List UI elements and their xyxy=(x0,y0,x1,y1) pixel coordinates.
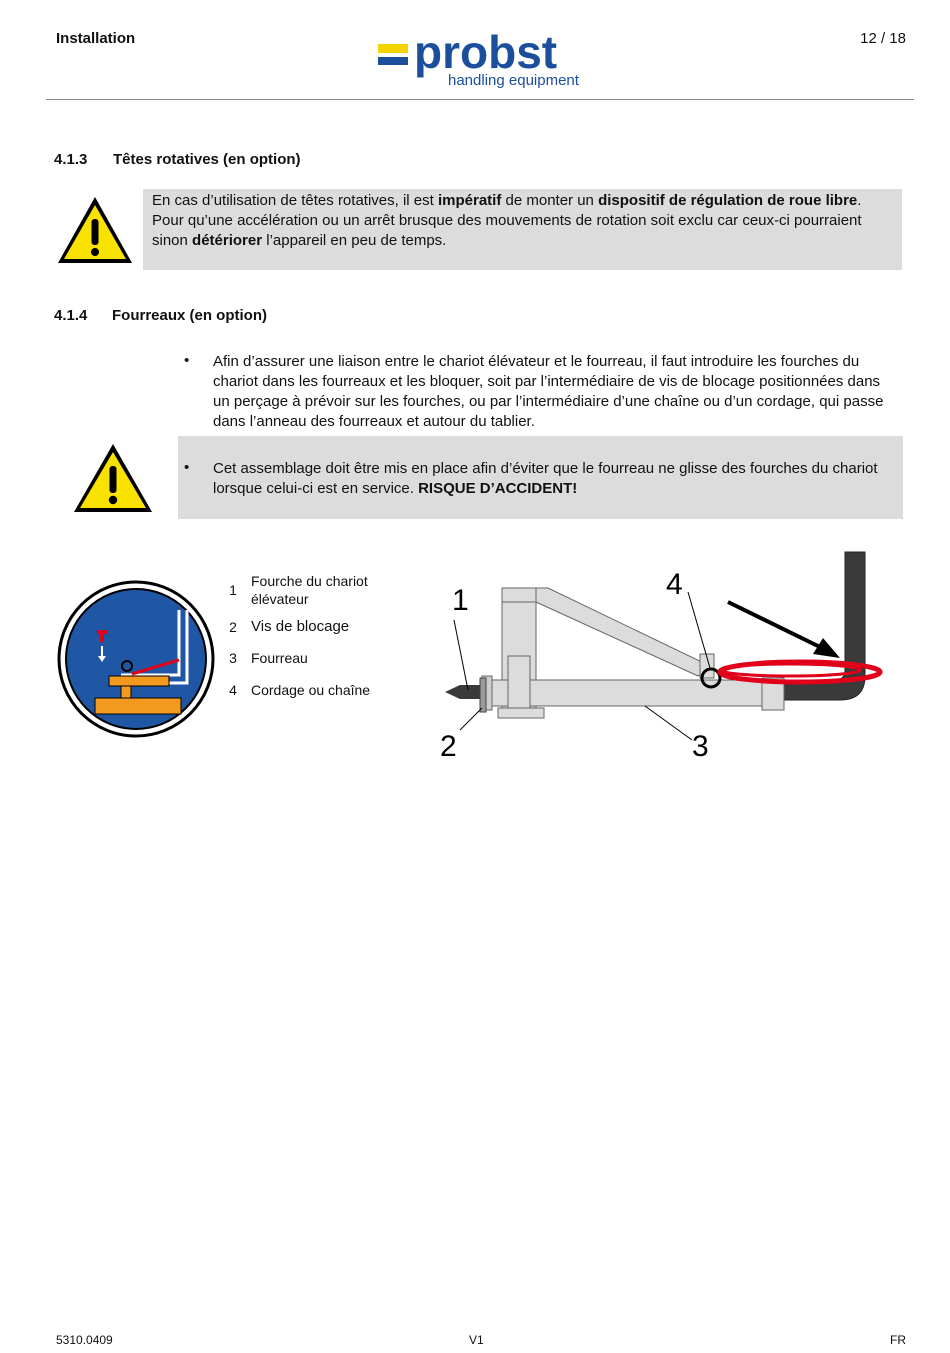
logo-wordmark: probst xyxy=(414,26,558,78)
logo-tagline: handling equipment xyxy=(448,72,579,89)
bullet-text-2: Cet assemblage doit être mis en place afin d’éviter que le fourreau ne glisse des fourches du chariot lorsque celui-ci est en service. RISQUE D’ACCIDENT! xyxy=(213,460,878,497)
bullet-marker: • xyxy=(184,459,190,476)
warning-triangle-icon xyxy=(55,194,135,266)
section-title-414: Fourreaux (en option) xyxy=(112,307,267,324)
probst-logo xyxy=(378,26,593,94)
legend-number: 4 xyxy=(229,682,237,698)
callout-3: 3 xyxy=(692,730,709,763)
warning-triangle-icon xyxy=(71,441,155,515)
fork-sleeve-pictogram-icon xyxy=(57,580,215,738)
footer-language: FR xyxy=(890,1333,906,1347)
warning-box-413 xyxy=(143,189,902,270)
section-title-413: Têtes rotatives (en option) xyxy=(113,151,301,168)
legend-label: Cordage ou chaîne xyxy=(251,682,371,698)
warning-box-414 xyxy=(178,436,903,519)
footer-doc-number: 5310.0409 xyxy=(56,1333,113,1347)
logo-bars-icon xyxy=(378,44,408,65)
fork-sleeve-diagram xyxy=(430,548,890,768)
legend-label: Fourreau xyxy=(251,650,308,666)
section-number-414: 4.1.4 xyxy=(54,307,88,324)
legend-number: 3 xyxy=(229,650,237,666)
locking-screw xyxy=(480,678,486,712)
legend-number: 1 xyxy=(229,582,237,598)
header-divider xyxy=(46,99,914,100)
warning-text-413: En cas d’utilisation de têtes rotatives, il est impératif de monter un dispositif de régulation de roue libre. Pour qu’une accélération ou un arrêt brusque des mouvements de rotation soit exclu car ceux-ci pourraient sinon détériorer l’appareil en peu de temps. xyxy=(152,192,862,249)
footer-version: V1 xyxy=(469,1333,484,1347)
legend-label: Fourche du chariot élévateur xyxy=(251,573,368,607)
callout-2: 2 xyxy=(440,730,457,763)
bullet-marker: • xyxy=(184,352,190,369)
callout-1: 1 xyxy=(452,584,469,617)
fork-tip xyxy=(445,685,482,699)
callout-4: 4 xyxy=(666,568,683,601)
legend-number: 2 xyxy=(229,619,237,635)
frame-brace xyxy=(536,588,710,676)
direction-arrow xyxy=(728,602,822,648)
section-number-413: 4.1.3 xyxy=(54,151,88,168)
bullet-text-1: Afin d’assurer une liaison entre le chariot élévateur et le fourreau, il faut introduire les fourches du chariot dans les fourreaux et les bloquer, soit par l’intermédiaire de vis de blocage positionnées dans un perçage à prévoir sur les fourches, ou par l’intermédiaire d’une chaîne ou d’un cordage, qui passe dans l’anneau des fourreaux et autour du tablier. xyxy=(213,353,884,430)
header-section-title: Installation xyxy=(56,30,136,47)
page-number: 12 / 18 xyxy=(860,30,906,47)
legend-label: Vis de blocage xyxy=(251,618,350,635)
